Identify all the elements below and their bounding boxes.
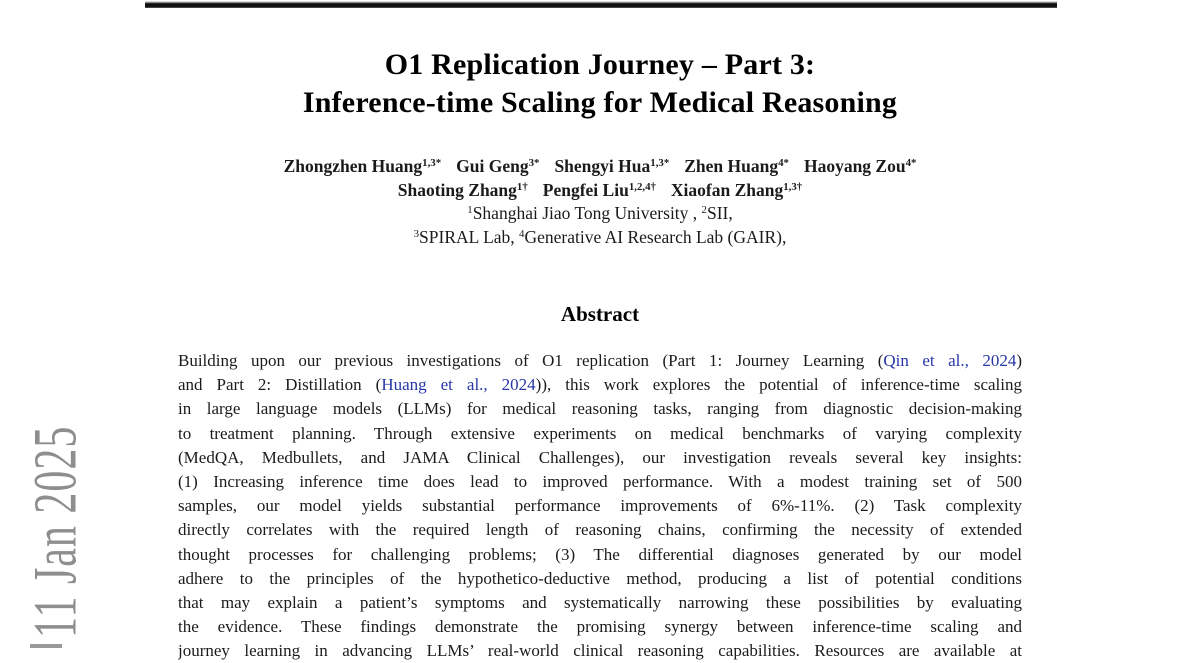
author-name: Shaoting Zhang$^{1\dagger}$ [397, 179, 528, 200]
abstract-line: thought processes for challenging problems; (3) The differential diagnoses generated by our model [178, 544, 1022, 564]
affiliation-block [0, 202, 1200, 249]
abstract-line: adhere to the principles of the hypothetico-deductive method, producing a list of potential conditions [178, 568, 1022, 588]
abstract-line: and Part 2: Distillation (Huang et al., 2024)), this work explores the potential of inference-time scaling [178, 375, 1022, 395]
page-top-rule [145, 1, 1057, 8]
affiliation-number: 1 [467, 204, 473, 217]
affiliation-name: Shanghai Jiao Tong University , [472, 203, 702, 223]
author-affiliation-marker: 4* [905, 157, 917, 170]
author-name: Shengyi Hua$^{1,3*}$ [554, 156, 670, 176]
citation-link[interactable]: Huang et al., 2024 [381, 375, 536, 395]
author-name: Haoyang Zou$^{4*}$ [803, 156, 917, 176]
author-list-line-2 [0, 179, 1200, 203]
abstract-text [178, 349, 1022, 663]
title-line-2: Inference-time Scaling for Medical Reasoning [302, 86, 898, 119]
affiliation-line-2 [0, 226, 1200, 250]
author-affiliation-marker: 1,3* [422, 157, 442, 170]
abstract-line: (1) Increasing inference time does lead to improved performance. With a modest training set of 500 [178, 471, 1022, 491]
author-block [0, 155, 1200, 202]
author-name: Xiaofan Zhang$^{1,3\dagger}$ [670, 179, 803, 200]
citation-link[interactable]: Qin et al., 2024 [883, 351, 1017, 370]
arxiv-date-stamp: 11 Jan 2025 [23, 425, 91, 638]
abstract-line: samples, our model yields substantial performance improvements of 6%-11%. (2) Task complexity [178, 496, 1022, 516]
author-affiliation-marker: 3* [528, 157, 540, 170]
abstract-line: that may explain a patient’s symptoms and systematically narrowing these possibilities by evaluating [178, 592, 1022, 612]
author-affiliation-marker: 1,2,4† [628, 180, 656, 193]
abstract-line: directly correlates with the required length of reasoning chains, confirming the necessity of extended [178, 520, 1022, 540]
affiliation-name: SPIRAL Lab, [419, 226, 520, 247]
author-name: Gui Geng$^{3*}$ [456, 156, 540, 176]
stamp-continuation-sliver [30, 644, 62, 648]
abstract-line: in large language models (LLMs) for medical reasoning tasks, ranging from diagnostic decision-making [178, 399, 1022, 419]
author-affiliation-marker: 1† [516, 180, 528, 193]
author-name: Zhongzhen Huang$^{1,3*}$ [283, 156, 442, 176]
abstract-heading: Abstract [560, 302, 640, 326]
affiliation-number: 4 [519, 227, 525, 240]
abstract-line: Building upon our previous investigations of O1 replication (Part 1: Journey Learning (Qin et al., 2024) [178, 351, 1022, 370]
author-affiliation-marker: 1,3* [650, 157, 670, 170]
paper-title [0, 46, 1200, 122]
affiliation-number: 2 [701, 204, 707, 217]
author-name: Pengfei Liu$^{1,2,4\dagger}$ [542, 179, 656, 200]
abstract-line: journey learning in advancing LLMs’ real-world clinical reasoning capabilities. Resources are available at [178, 641, 1022, 661]
author-list-line-1 [0, 155, 1200, 179]
affiliation-name: Generative AI Research Lab (GAIR), [524, 226, 787, 247]
author-affiliation-marker: 1,3† [783, 180, 803, 193]
abstract-line: to treatment planning. Through extensive experiments on medical benchmarks of varying complexity [178, 423, 1022, 443]
author-name: Zhen Huang$^{4*}$ [684, 156, 789, 176]
abstract-line: the evidence. These findings demonstrate the promising synergy between inference-time scaling and [178, 617, 1022, 637]
abstract-line: (MedQA, Medbullets, and JAMA Clinical Challenges), our investigation reveals several key insights: [178, 447, 1022, 467]
title-line-1: O1 Replication Journey – Part 3: [384, 48, 816, 81]
affiliation-line-1 [0, 202, 1200, 226]
affiliation-name: SII, [706, 203, 733, 223]
affiliation-number: 3 [413, 227, 420, 240]
author-affiliation-marker: 4* [778, 157, 789, 170]
